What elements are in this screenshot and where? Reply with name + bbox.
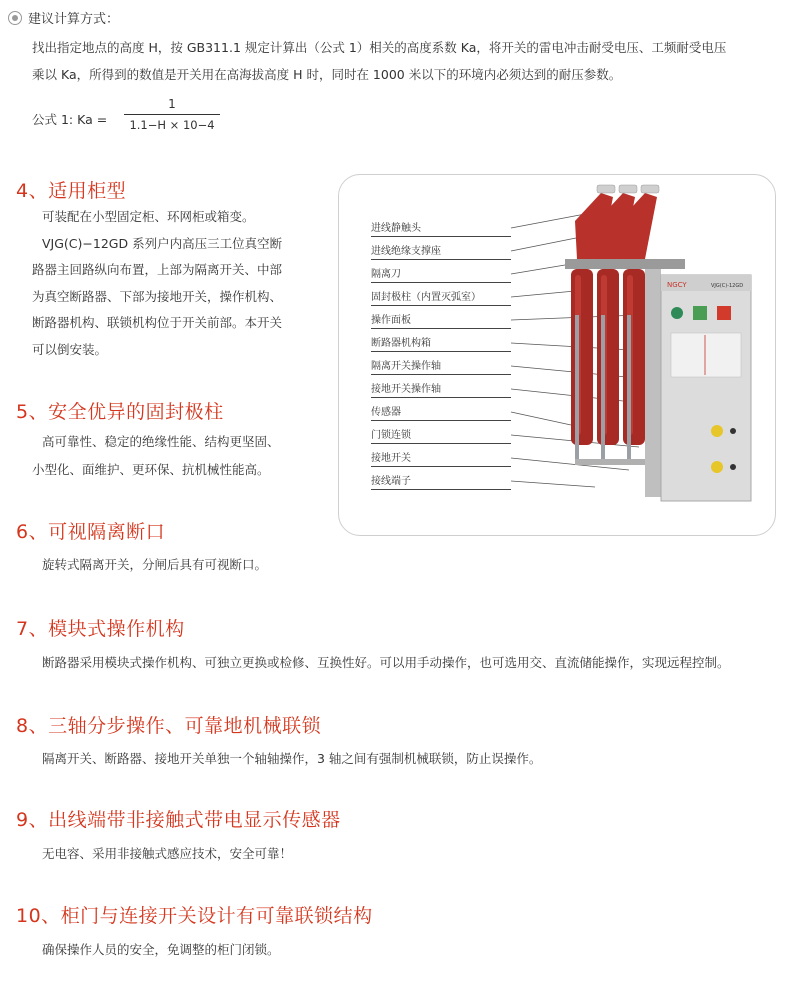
section-line: VJG(C)−12GD 系列户内高压三工位真空断 (42, 235, 283, 251)
section-body-9: 无电容、采用非接触式感应技术，安全可靠！ (42, 846, 293, 861)
section-heading-5: 5、安全优异的固封极柱 (16, 401, 224, 423)
figure-label: 接地开关 (371, 449, 511, 467)
bottom-bar (575, 459, 645, 465)
product-figure (338, 174, 776, 536)
section-body-7: 断路器采用模块式操作机构、可独立更换或检修、互换性好。可以用手动操作，也可选用交、直流储能操作，实现远程控制。 (42, 655, 730, 670)
section-body-6: 旋转式隔离开关，分闸后具有可视断口。 (42, 557, 268, 572)
section-body-5b (32, 456, 270, 484)
figure-label: 隔离开关操作轴 (371, 357, 511, 375)
section-line: 小型化、面维护、更环保、抗机械性能高。 (32, 462, 270, 477)
section-heading-7: 7、模块式操作机构 (16, 618, 185, 640)
pole-cylinders (571, 269, 645, 445)
section-line: 为真空断路器、下部为接地开关，操作机构、 (32, 288, 283, 304)
off-indicator (717, 306, 731, 320)
section-heading-9: 9、出线端带非接触式带电显示传感器 (16, 809, 341, 831)
section-line: 断路器机构、联锁机构位于开关前部。本开关 (32, 315, 283, 330)
figure-label: 进线静触头 (371, 219, 511, 237)
formula-numerator: 1 (168, 97, 176, 111)
pole-upper (575, 193, 657, 259)
formula-fraction (124, 96, 220, 132)
bullet-circle-icon (8, 11, 22, 25)
figure-label: 隔离刀 (371, 265, 511, 283)
panel-model: VJG(C)-12GD (711, 283, 744, 289)
figure-label: 操作面板 (371, 311, 511, 329)
formula-label: 公式 1: Ka = (32, 112, 108, 127)
advice-line: 乘以 Ka，所得到的数值是开关用在高海拔高度 H 时，同时在 1000 米以下的环境内必须达到的耐压参数。 (32, 67, 622, 82)
section-body-4 (32, 204, 282, 363)
circuit-breaker-illustration (339, 175, 775, 535)
panel-diagram (671, 333, 741, 377)
advice-line: 找出指定地点的高度 H，按 GB311.1 规定计算出（公式 1）相关的高度系数 Ka，将开关的雷电冲击耐受电压、工频耐受电压 (32, 40, 727, 55)
advice-title-text: 建议计算方式： (28, 12, 120, 27)
lock-yellow-1 (711, 425, 723, 437)
section-heading-4: 4、适用柜型 (16, 180, 127, 202)
section-line: 高可靠性、稳定的绝缘性能、结构更坚固、 (42, 434, 280, 449)
close-button-green (671, 307, 683, 319)
section-line: 可装配在小型固定柜、环网柜或箱变。 (42, 209, 255, 224)
advice-paragraph (32, 34, 788, 88)
section-line: 路器主回路纵向布置，上部为隔离开关、中部 (32, 262, 283, 277)
figure-label: 固封极柱（内置灭弧室） (371, 288, 511, 306)
frame-side (645, 269, 661, 497)
section-body-10: 确保操作人员的安全，免调整的柜门闭锁。 (42, 942, 280, 957)
lock-yellow-2 (711, 461, 723, 473)
figure-label: 进线绝缘支撑座 (371, 242, 511, 260)
section-heading-10: 10、柜门与连接开关设计有可靠联锁结构 (16, 905, 373, 927)
advice-title (8, 8, 119, 27)
section-body-8: 隔离开关、断路器、接地开关单独一个轴轴操作，3 轴之间有强制机械联锁，防止误操作。 (42, 751, 542, 766)
figure-label: 接线端子 (371, 472, 511, 490)
section-line: 可以倒安装。 (32, 341, 108, 357)
brand-logo: NGCY (667, 281, 687, 289)
top-plate (565, 259, 685, 269)
section-heading-8: 8、三轴分步操作、可靠地机械联锁 (16, 715, 322, 737)
pole-caps (597, 185, 659, 193)
figure-label: 传感器 (371, 403, 511, 421)
on-indicator (693, 306, 707, 320)
section-heading-6: 6、可视隔离断口 (16, 521, 166, 543)
figure-label: 门锁连锁 (371, 426, 511, 444)
formula-denominator: 1.1−H × 10−4 (129, 118, 215, 132)
section-body-5 (42, 428, 280, 456)
figure-label: 断路器机构箱 (371, 334, 511, 352)
figure-label: 接地开关操作轴 (371, 380, 511, 398)
fraction-bar (124, 114, 220, 115)
